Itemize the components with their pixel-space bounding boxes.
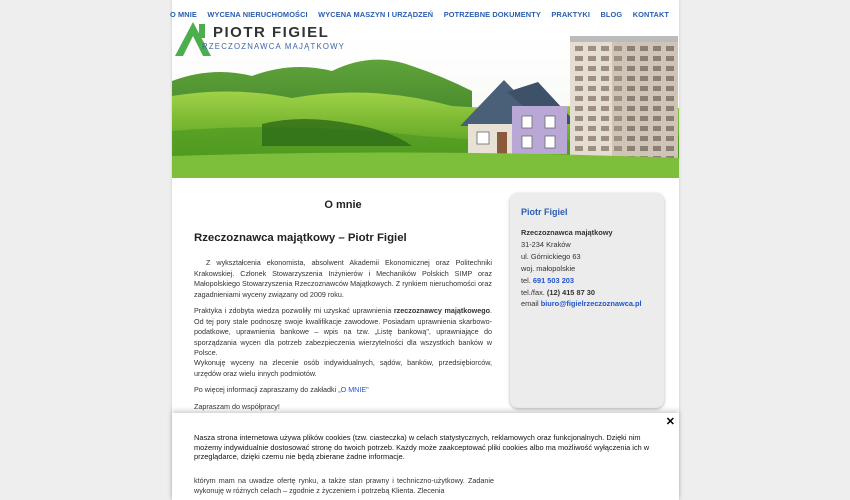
nav-item-kontakt[interactable]: KONTAKT [632, 10, 669, 19]
logo-name: PIOTR FIGIEL [213, 24, 330, 41]
section-heading: Rzeczoznawca majątkowy – Piotr Figiel [194, 231, 407, 244]
apartment-building-illustration [570, 36, 678, 168]
content-continuation-text: którym mam na uwadze ofertę rynku, a także stan prawny i techniczno-użytkowy. Zadanie wykonuję w różnych celach – zgodnie z życzeniem i potrzebą Klienta. Zlecenia [194, 476, 494, 496]
intro-paragraph: Z wykształcenia ekonomista, absolwent Akademii Ekonomicznej oraz Politechniki Krakowskiej. Członek Stowarzyszenia Inżynierów i Mechaników Polskich SIMP oraz Małopolskiego Stowarzyszenia Rzeczoznawców Majątkowych. Z rynkiem nieruchomości oraz zagadnieniami wyceny związany od 2009 roku. [194, 258, 492, 299]
nav-item-praktyki[interactable]: PRAKTYKI [551, 10, 590, 19]
nav-item-potrzebne-dokumenty[interactable]: POTRZEBNE DOKUMENTY [443, 10, 541, 19]
invitation-paragraph: Zapraszam do współpracy! [194, 401, 280, 411]
contact-city: 31-234 Kraków [521, 240, 571, 250]
contact-name: Piotr Figiel [521, 207, 568, 217]
nav-item-wycena-maszyn[interactable]: WYCENA MASZYN I URZĄDZEŃ [318, 10, 434, 19]
close-icon[interactable]: ✕ [665, 416, 675, 428]
contact-sidebar [510, 193, 664, 408]
contact-phone-row: tel. 691 503 203 [521, 275, 575, 285]
emphasis-rzeczoznawca: rzeczoznawcy majątkowego [393, 306, 491, 316]
qualifications-paragraph: Praktyka i zdobyta wiedza pozwoliły mi uzyskać uprawnienia rzeczoznawcy majątkowego. Od tej pory stale podnoszę swoje kwalifikacje zawodowe. Posiadam uprawnienia skarbowo-podatkowe, uprawnienia bankowe – wpis na tzw. „Listę bankową", uprawniające do sporządzania wycen dla potrzeb zabezpieczenia wierzytelności dla wszystkich banków w Polsce. Wykonuję wyceny na zlecenie osób indywidualnych, sądów, banków, przedsiębiorców, urzędów oraz wielu innych podmiotów. [194, 306, 493, 378]
main-content [194, 198, 492, 418]
more-info-paragraph: Po więcej informacji zapraszamy do zakładki „O MNIE" [194, 385, 369, 395]
cookie-banner [172, 413, 679, 500]
nav-item-blog[interactable]: BLOG [600, 10, 623, 19]
contact-email-row: email biuro@figielrzeczoznawca.pl [521, 299, 642, 309]
o-mnie-link[interactable]: „O MNIE" [338, 385, 369, 395]
contact-street: ul. Górnickiego 63 [521, 252, 581, 262]
contact-fax: (12) 415 87 30 [546, 287, 595, 297]
nav-item-o-mnie[interactable]: O MNIE [170, 10, 197, 19]
contact-phone[interactable]: 691 503 203 [532, 275, 575, 285]
contact-region: woj. małopolskie [521, 263, 576, 273]
contact-role: Rzeczoznawca majątkowy [521, 228, 613, 238]
logo-subtitle: RZECZOZNAWCA MAJĄTKOWY [202, 42, 346, 51]
contact-fax-row: tel./fax. (12) 415 87 30 [521, 287, 595, 297]
cookie-notice-text: Nasza strona internetowa używa plików cookies (tzw. ciasteczka) w celach statystycznych, reklamowych oraz funkcjonalnych. Dzięki nim możemy indywidualnie dostosować stronę do twoich potrzeb. Każdy może zaakceptować pliki cookies albo ma możliwość wyłączenia ich w przeglądarce, dzięki czemu nie będą zbierane żadne informacje. [194, 433, 650, 462]
site-logo[interactable] [175, 16, 345, 58]
page-title: O mnie [324, 199, 362, 211]
contact-email[interactable]: biuro@figielrzeczoznawca.pl [540, 299, 642, 309]
nav-item-wycena-nieruchomosci[interactable]: WYCENA NIERUCHOMOŚCI [207, 10, 308, 19]
